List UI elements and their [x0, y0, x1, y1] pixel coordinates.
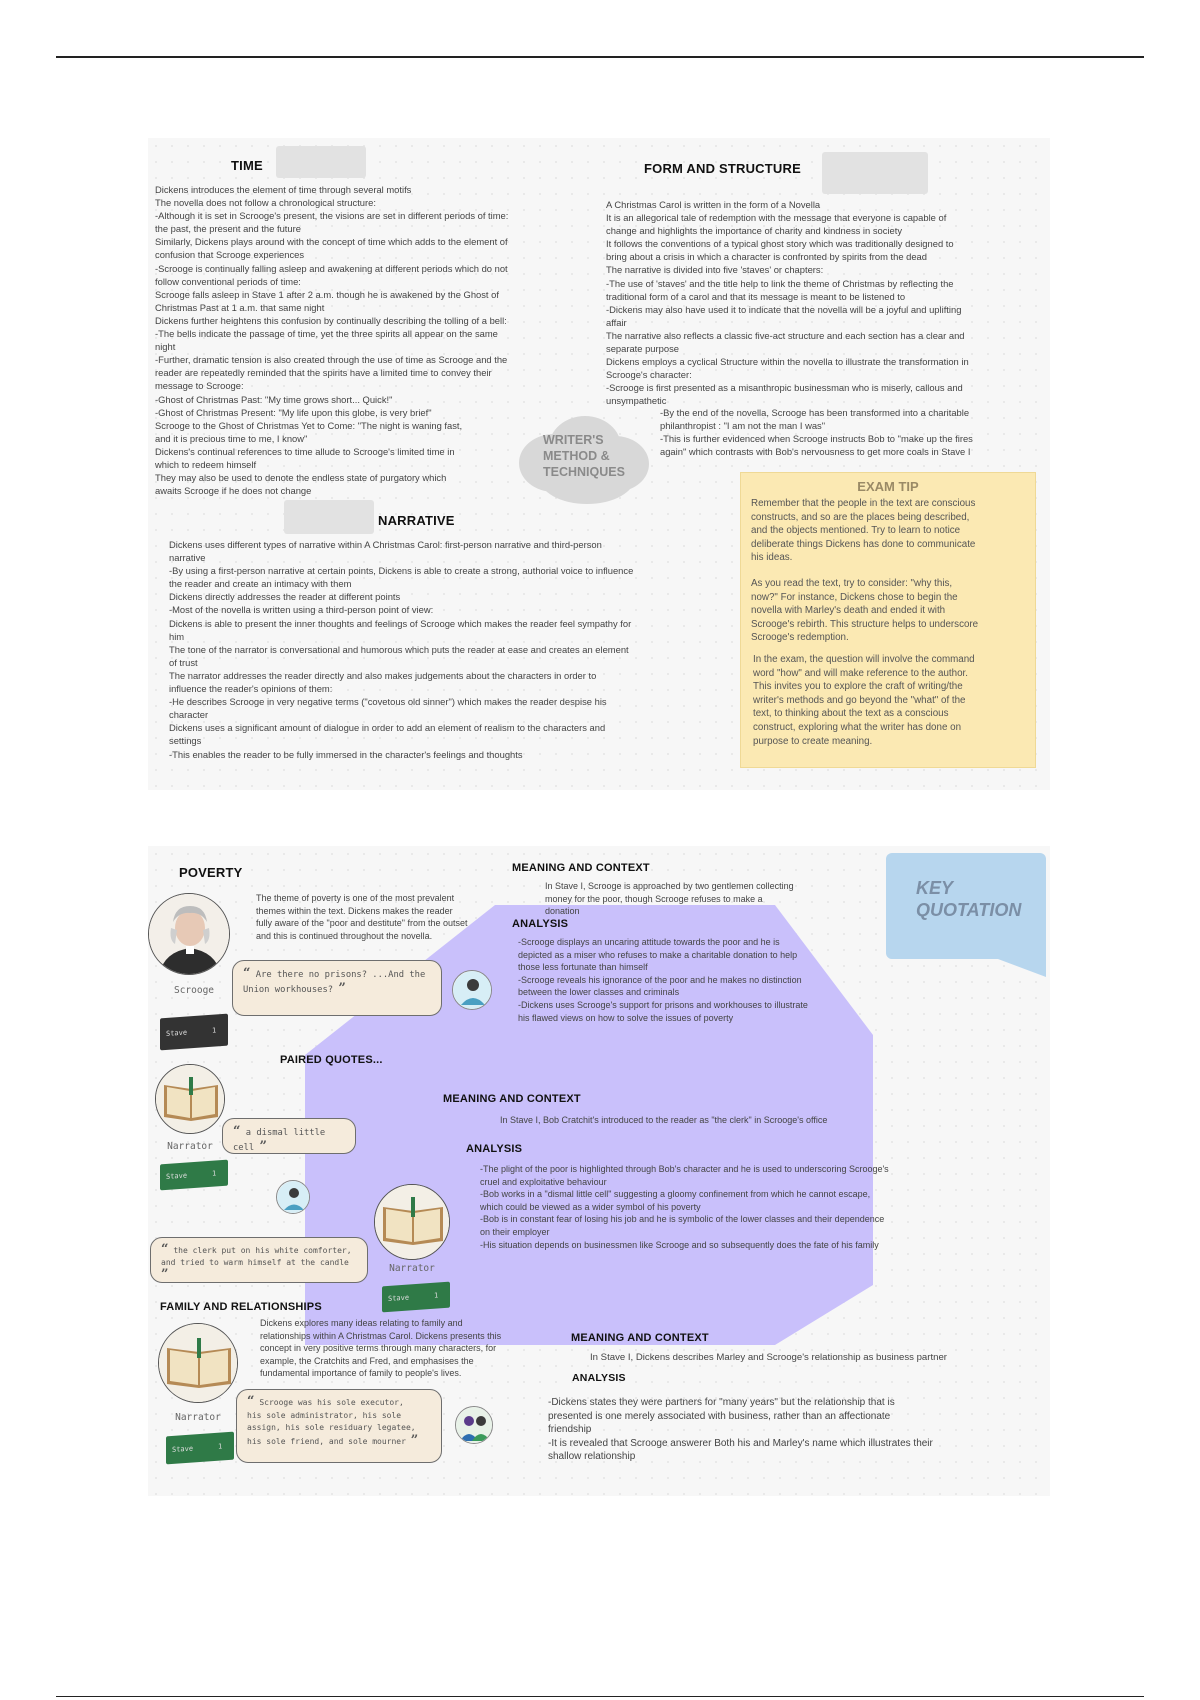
quote-bubble-prisons: “ Are there no prisons? ...And the Union workhouses? ” [232, 960, 442, 1016]
quote-bubble-sole-executor: “ Scrooge was his sole executor, his sole administrator, his sole assign, his sole residuary legatee, his sole friend, and sole mourner ” [236, 1389, 442, 1463]
stave-book-4: Stave 1 [166, 1432, 234, 1465]
exam-tip-line: Remember that the people in the text are conscious [751, 498, 976, 509]
time-line: Scrooge falls asleep in Stave 1 after 2 a.m. though he is awakened by the Ghost of [155, 288, 499, 300]
time-line: -Ghost of Christmas Present: "My life upon this globe, is very brief" [155, 406, 432, 418]
analysis-heading-2: ANALYSIS [466, 1143, 523, 1155]
poverty-body [256, 892, 516, 942]
time-line: and it is precious time to me, I know" [155, 432, 308, 444]
bottom-rule [56, 1696, 1144, 1697]
form-line: -Scrooge is first presented as a misanthropic businessman who is miserly, callous and [606, 382, 963, 394]
analysis-line: between the lower classes and criminals [518, 987, 680, 998]
form-structure-body [606, 198, 1046, 408]
meaning-context-heading-3: MEANING AND CONTEXT [571, 1332, 709, 1344]
narrative-line: Dickens uses a significant amount of dialogue in order to add an element of realism to the characters and [169, 722, 606, 734]
time-line: which to redeem himself [155, 458, 257, 470]
form-line: It is an allegorical tale of redemption with the message that everyone is capable of [606, 212, 947, 224]
stave-book-2: Stave 1 [160, 1160, 228, 1191]
exam-tip-line: now?" For instance, Dickens chose to begin the [751, 591, 958, 603]
time-line: -Ghost of Christmas Past: "My time grows short... Quick!" [155, 393, 393, 405]
family-body [260, 1317, 570, 1380]
top-rule [56, 56, 1144, 58]
scrooge-portrait [148, 893, 230, 975]
meaning-context-line: In Stave I, Scrooge is approached by two gentlemen collecting [545, 881, 794, 891]
form-line: affair [606, 316, 627, 328]
time-line: reader are repeatedly reminded that the spirits have a limited time to convey their [155, 367, 492, 379]
exam-tip-line: As you read the text, try to consider: "why this, [751, 578, 953, 589]
time-image-placeholder [276, 146, 366, 178]
narrator-book-image-3 [158, 1323, 238, 1403]
narrative-line: settings [169, 735, 202, 747]
exam-tip-line: Scrooge's redemption. [751, 632, 849, 644]
narrative-line: -This enables the reader to be fully immersed in the character's feelings and thoughts [169, 748, 523, 760]
analysis-body-1 [518, 936, 888, 1024]
exam-tip-line: deliberate things Dickens has done to communicate [751, 538, 976, 550]
time-line: Dickens introduces the element of time through several motifs [155, 184, 412, 195]
time-line: Scrooge to the Ghost of Christmas Yet to Come: "The night is waning fast, [155, 419, 463, 431]
exam-tip-paragraph-2 [751, 577, 1031, 645]
narrative-body [169, 538, 734, 761]
form-line: -By the end of the novella, Scrooge has been transformed into a charitable [660, 407, 970, 418]
time-line: Similarly, Dickens plays around with the concept of time which adds to the element of [155, 236, 508, 248]
exam-tip-line: writer's methods and go beyond the "what" of the [753, 694, 966, 706]
narrator-caption-2: Narrator [389, 1263, 435, 1274]
form-line: -This is further evidenced when Scrooge instructs Bob to "make up the fires [660, 433, 973, 445]
stave-book-1: Stave 1 [160, 1014, 228, 1051]
meaning-context-heading-2: MEANING AND CONTEXT [443, 1093, 581, 1105]
narrator-caption-1: Narrator [167, 1141, 213, 1152]
form-line: bring about a crisis in which a character is confronted by spirits from the dead [606, 251, 927, 263]
form-line: It follows the conventions of a typical ghost story which was traditionally designed to [606, 238, 954, 250]
narrative-line: Dickens is able to present the inner thoughts and feelings of Scrooge which makes the reader feel sympathy for [169, 617, 632, 629]
analysis-line: cruel and exploitative behaviour [480, 1176, 607, 1187]
narrator-book-image-1 [155, 1064, 225, 1134]
narrative-line: -He describes Scrooge in very negative terms ("covetous old sinner") which makes the reader despise his [169, 696, 607, 708]
stave-book-3: Stave 1 [382, 1282, 450, 1313]
analysis-line: friendship [548, 1424, 592, 1436]
family-line: fundamental importance of family to people's lives. [260, 1368, 462, 1379]
time-line: the past, the present and the future [155, 223, 301, 235]
narrative-heading: NARRATIVE [378, 513, 455, 528]
time-heading: TIME [231, 158, 263, 173]
narrative-line: of trust [169, 656, 198, 668]
quote-bubble-clerk: “ the clerk put on his white comforter, and tried to warm himself at the candle ” [150, 1237, 368, 1283]
analysis-line: those less fortunate than himself [518, 962, 648, 973]
time-line: follow conventional periods of time: [155, 275, 301, 287]
time-line: Christmas Past at 1 a.m. that same night [155, 301, 325, 313]
time-line: The novella does not follow a chronological structure: [155, 197, 376, 209]
open-book-icon [159, 1324, 238, 1403]
narrative-line: The tone of the narrator is conversational and humorous which puts the reader at ease and creates an element [169, 643, 629, 655]
form-line: The narrative is divided into five 'staves' or chapters: [606, 264, 824, 276]
form-line: traditional form of a carol and that its message is meant to be listened to [606, 290, 906, 302]
meaning-context-line: money for the poor, though Scrooge refuses to make a [545, 893, 763, 904]
time-line: night [155, 341, 176, 353]
analysis-line: -Dickens states they were partners for "many years" but the relationship that is [548, 1397, 895, 1408]
key-quotation-label: KEY QUOTATION [916, 878, 1022, 920]
narrative-line: -By using a first-person narrative at certain points, Dickens is able to create a strong, authorial voice to influence [169, 565, 634, 577]
exam-tip-line: Scrooge's rebirth. This structure helps to underscore [751, 618, 979, 630]
form-line: separate purpose [606, 343, 679, 355]
narrative-line: Dickens directly addresses the reader at different points [169, 591, 401, 603]
family-line: concept in very positive terms through many characters, for [260, 1343, 497, 1354]
narrative-line: character [169, 709, 209, 721]
time-line: awaits Scrooge if he does not change [155, 485, 312, 497]
exam-tip-line: text, to thinking about the text as a conscious [753, 708, 949, 720]
exam-tip-line: his ideas. [751, 552, 793, 564]
exam-tip-line: and the objects mentioned. Try to learn to notice [751, 525, 961, 537]
time-line: -Further, dramatic tension is also created through the use of time as Scrooge and the [155, 354, 508, 366]
form-line: philanthropist : "I am not the man I was" [660, 420, 826, 432]
form-line: Dickens employs a cyclical Structure within the novella to illustrate the transformation in [606, 356, 969, 368]
analysis-line: -It is revealed that Scrooge answerer Both his and Marley's name which illustrates their [548, 1437, 933, 1449]
exam-tip-line: construct, exploring what the writer has done on [753, 721, 962, 733]
analysis-line: on their employer [480, 1226, 550, 1237]
analysis-line: -Scrooge displays an uncaring attitude towards the poor and he is [518, 937, 780, 947]
exam-tip-line: word "how" and will make reference to the author. [753, 667, 968, 679]
form-structure-body-continued [660, 406, 1045, 458]
open-book-icon [156, 1065, 225, 1134]
quote-bubble-dismal-cell: “ a dismal little cell ” [222, 1118, 356, 1154]
analysis-body-3 [548, 1396, 1048, 1464]
family-line: example, the Cratchits and Fred, and emphasises the [260, 1355, 474, 1366]
exam-tip-line: This invites you to explore the craft of writing/the [753, 681, 963, 693]
narrative-line: him [169, 630, 185, 642]
poverty-line: and this is continued throughout the novella. [256, 930, 433, 941]
analysis-body-2 [480, 1163, 1000, 1251]
time-line: Dickens further heightens this confusion by continually describing the tolling of a bell: [155, 314, 507, 326]
exam-tip-paragraph-1 [751, 497, 1031, 565]
narrative-line: the reader and create an intimacy with them [169, 578, 352, 590]
analysis-line: -Dickens uses Scrooge's support for prisons and workhouses to illustrate [518, 999, 808, 1010]
analysis-line: depicted as a miser who refuses to make a charitable donation to help [518, 949, 798, 960]
form-line: -The use of 'staves' and the title help to link the theme of Christmas by reflecting the [606, 277, 954, 289]
reader-icon-2 [276, 1180, 310, 1214]
analysis-line: -Scrooge reveals his ignorance of the poor and he makes no distinction [518, 974, 802, 985]
cloud-label: WRITER'S METHOD & TECHNIQUES [543, 433, 625, 479]
analysis-line: shallow relationship [548, 1451, 636, 1463]
reader-icon [452, 970, 492, 1010]
form-structure-heading: FORM AND STRUCTURE [644, 161, 801, 176]
narrator-caption-3: Narrator [175, 1412, 221, 1423]
poverty-heading: POVERTY [179, 865, 243, 880]
paired-quotes-heading: PAIRED QUOTES... [280, 1054, 383, 1066]
time-line: -Scrooge is continually falling asleep and awakening at different periods which do not [155, 262, 508, 274]
scrooge-portrait-icon [149, 894, 230, 975]
narrative-line: influence the reader's opinions of them: [169, 683, 333, 695]
narrative-line: narrative [169, 552, 206, 564]
narrative-line: The narrator addresses the reader directly and also makes judgements about the characters in order to [169, 669, 597, 681]
narrative-line: -Most of the novella is written using a third-person point of view: [169, 604, 434, 616]
narrative-image-placeholder [284, 500, 374, 534]
form-line: again" which contrasts with Bob's nervousness to get more coals in Stave I [660, 446, 971, 458]
family-line: relationships within A Christmas Carol. Dickens presents this [260, 1330, 502, 1341]
family-heading: FAMILY AND RELATIONSHIPS [160, 1301, 322, 1313]
meaning-context-body-2: In Stave I, Bob Cratchit's introduced to the reader as "the clerk" in Scrooge's office [500, 1115, 828, 1125]
meaning-context-body-1 [545, 880, 865, 918]
analysis-line: -Bob works in a "dismal little cell" suggesting a gloomy confinement from which he cannot escape, [480, 1189, 871, 1200]
exam-tip-box [740, 472, 1036, 768]
analysis-line: -The plight of the poor is highlighted through Bob's character and he is used to underscoring Scrooge's [480, 1164, 889, 1174]
analysis-line: his flawed views on how to solve the issues of poverty [518, 1012, 734, 1023]
time-line: Dickens's continual references to time allude to Scrooge's limited time in [155, 445, 455, 457]
poverty-line: themes within the text. Dickens makes the reader [256, 905, 453, 916]
form-image-placeholder [822, 152, 928, 194]
form-line: change and highlights the importance of charity and kindness in society [606, 225, 903, 237]
poverty-line: fully aware of the "poor and destitute" from the outset [256, 918, 468, 929]
exam-tip-heading: EXAM TIP [857, 479, 919, 494]
meaning-context-line: donation [545, 906, 580, 917]
analysis-line: -His situation depends on businessmen like Scrooge and so subsequently does the fate of his family [480, 1239, 879, 1250]
exam-tip-line: purpose to create meaning. [753, 735, 873, 747]
exam-tip-paragraph-3 [753, 653, 1033, 748]
narrator-book-image-2 [374, 1184, 450, 1260]
time-line: -Although it is set in Scrooge's present, the visions are set in different periods of time: [155, 210, 509, 222]
analysis-line: -Bob is in constant fear of losing his job and he is symbolic of the lower classes and their dependence [480, 1214, 885, 1225]
exam-tip-line: constructs, and so are the places being described, [751, 511, 970, 523]
form-line: A Christmas Carol is written in the form of a Novella [606, 199, 821, 210]
meaning-context-body-3: In Stave I, Dickens describes Marley and Scrooge's relationship as business partner [590, 1352, 947, 1363]
open-book-icon [375, 1185, 450, 1260]
time-line: confusion that Scrooge experiences [155, 249, 305, 261]
form-line: The narrative also reflects a classic five-act structure and each section has a clear and [606, 329, 965, 341]
writers-method-cloud [519, 416, 649, 504]
scrooge-caption: Scrooge [173, 985, 215, 996]
time-line: -The bells indicate the passage of time, yet the three spirits all appear on the same [155, 328, 498, 340]
family-line: Dickens explores many ideas relating to family and [260, 1318, 463, 1328]
couple-icon [455, 1406, 493, 1444]
form-line: Scrooge's character: [606, 369, 692, 381]
analysis-line: presented is one merely associated with business, rather than an affectionate [548, 1410, 891, 1422]
analysis-heading-1: ANALYSIS [512, 918, 569, 930]
exam-tip-line: novella with Marley's death and ended it with [751, 605, 946, 617]
exam-tip-line: In the exam, the question will involve the command [753, 654, 975, 665]
analysis-line: which could be viewed as a wider symbol of his poverty [480, 1201, 701, 1212]
time-line: They may also be used to denote the endless state of purgatory which [155, 472, 447, 484]
poverty-line: The theme of poverty is one of the most prevalent [256, 893, 455, 903]
key-quotation-box [886, 853, 1046, 977]
analysis-heading-3: ANALYSIS [572, 1372, 626, 1384]
meaning-context-heading-1: MEANING AND CONTEXT [512, 862, 650, 874]
narrative-line: Dickens uses different types of narrative within A Christmas Carol: first-person narrative and third-person [169, 539, 602, 550]
form-line: -Dickens may also have used it to indicate that the novella will be a joyful and uplifting [606, 303, 962, 315]
time-line: message to Scrooge: [155, 380, 244, 392]
form-line: unsympathetic [606, 395, 667, 407]
